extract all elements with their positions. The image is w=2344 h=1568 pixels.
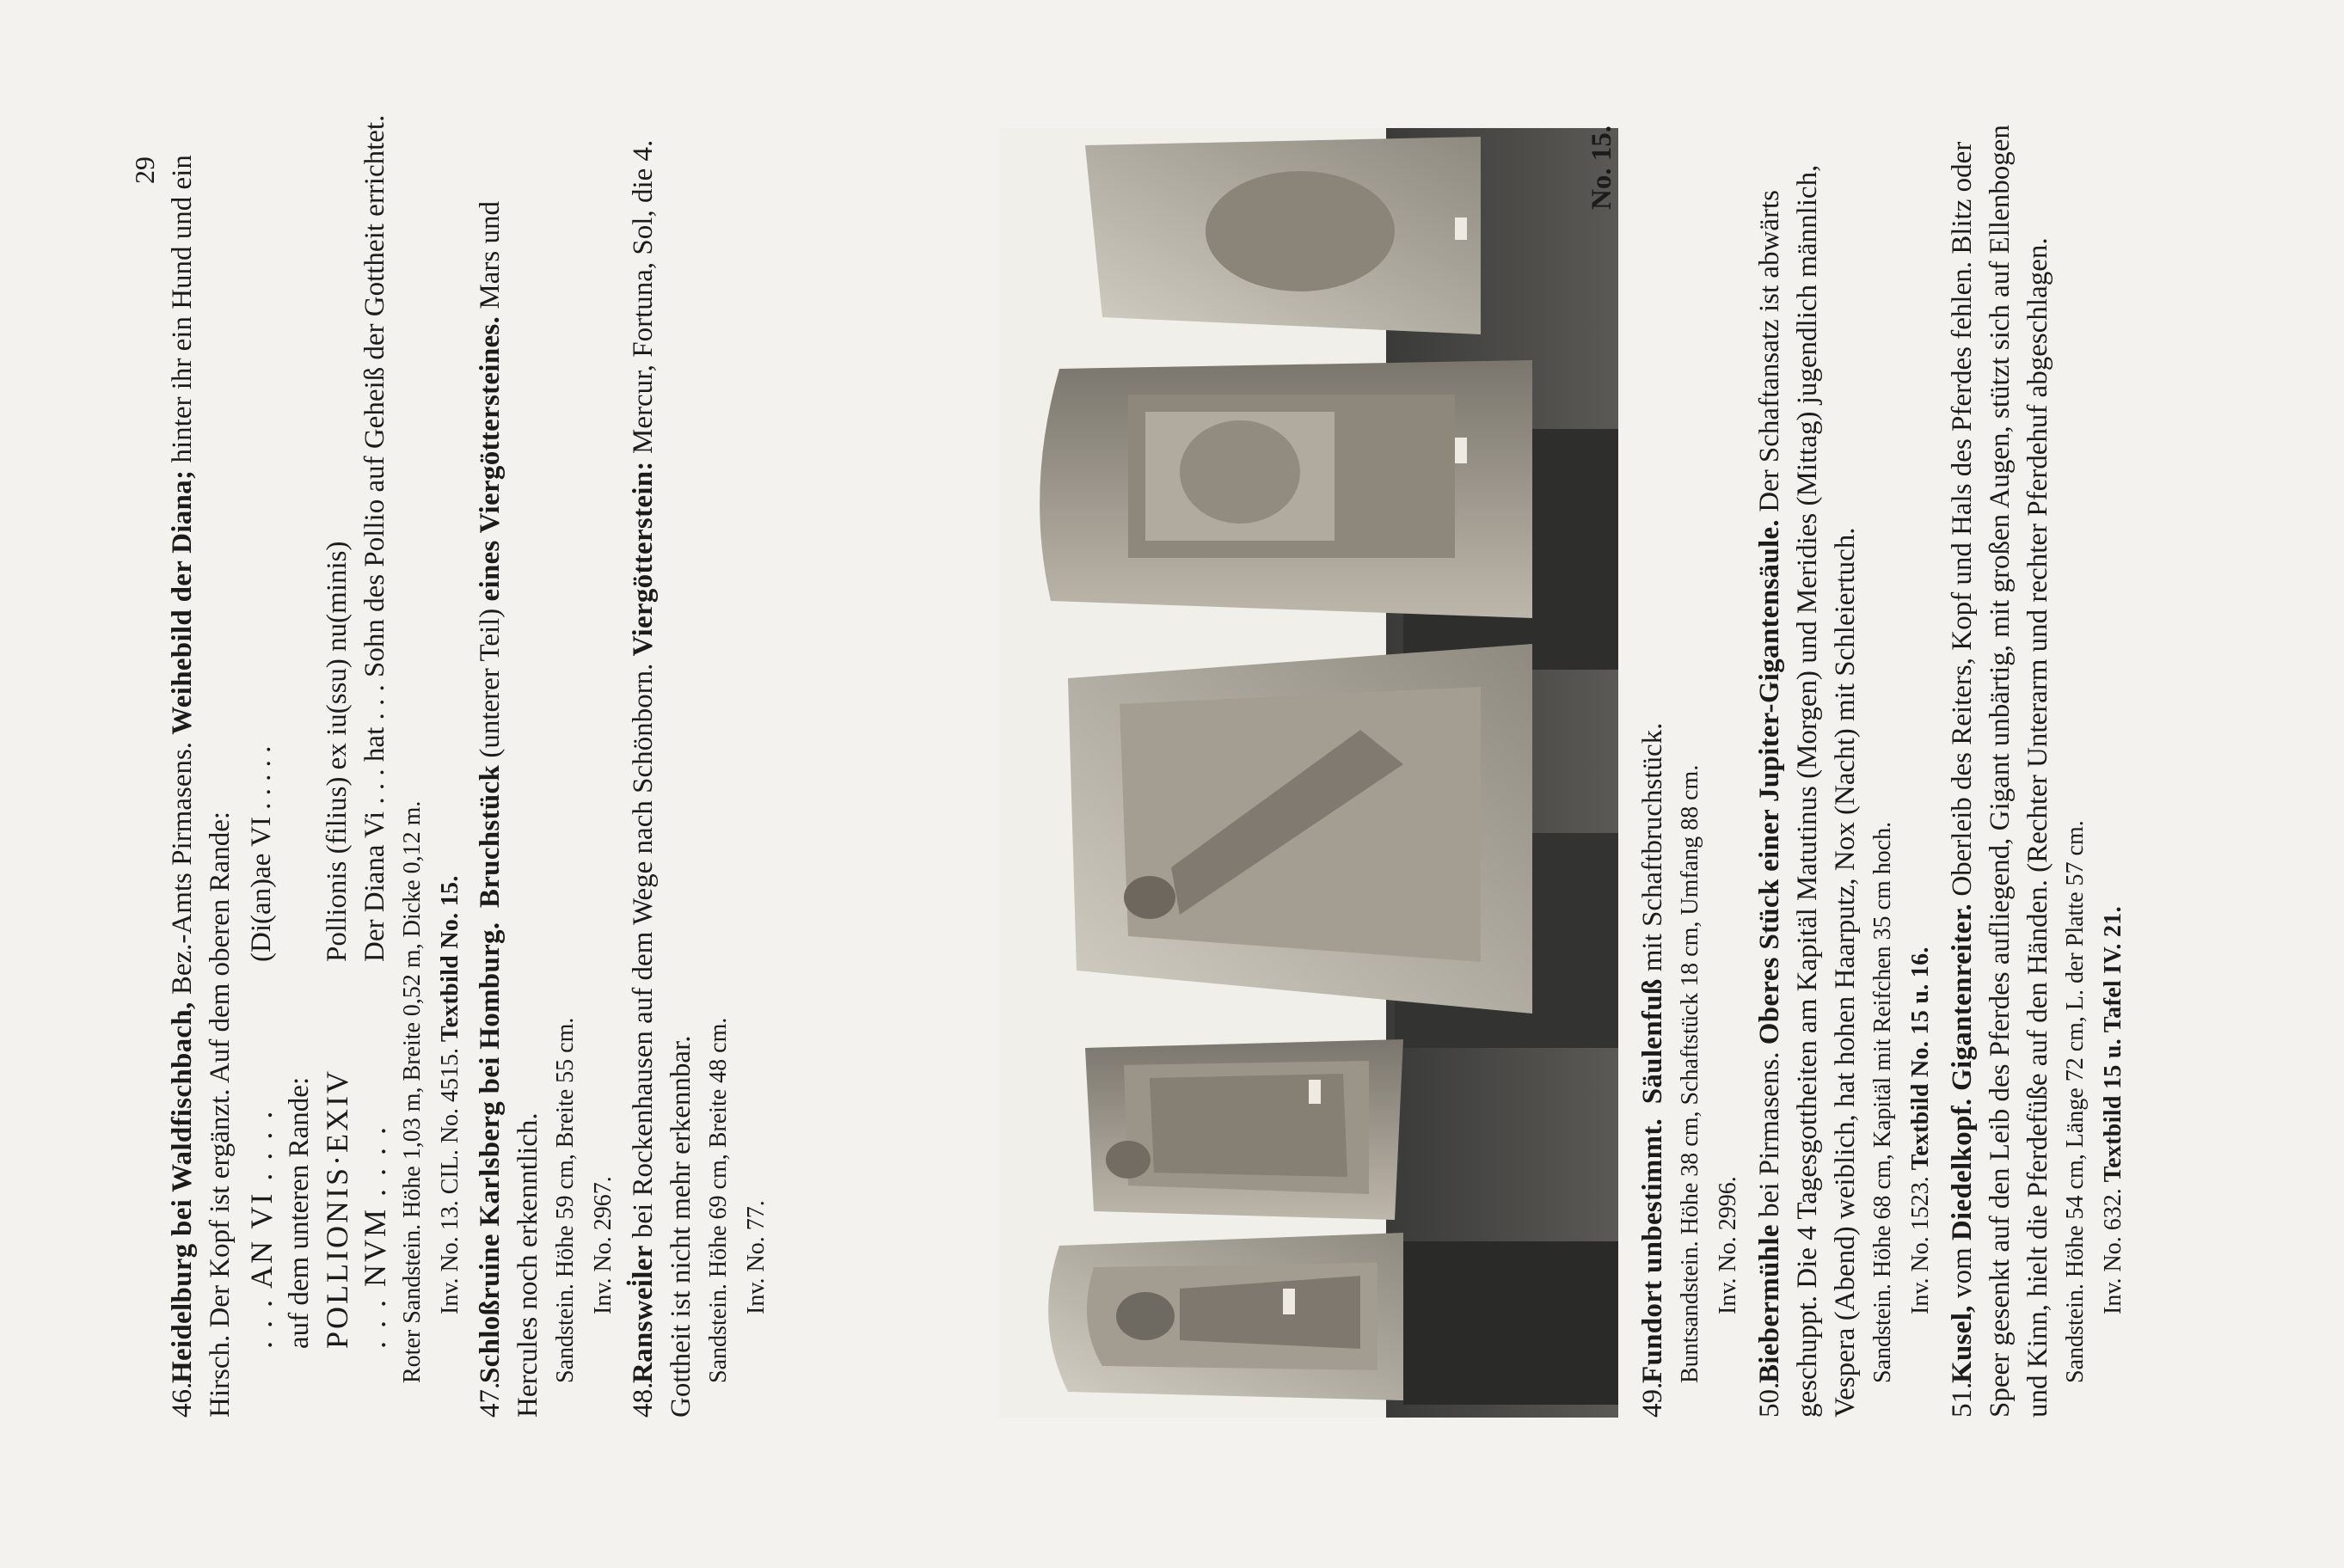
figure-photograph [999,125,1618,1418]
entry-50-material: Sandstein. Höhe 68 cm, Kapitäl mit Reifchen 35 cm hoch. [1869,821,1896,1383]
lower-text-block [1634,111,2132,1418]
entry-48-material: Sandstein. Höhe 69 cm, Breite 48 cm. [705,1017,732,1383]
entry-50: 50.Biebermühle bei Pirmasens. Oberes Stück einer Jupiter-Gigantensäule. Der Schaftansatz ist abwärts geschuppt. Die 4 Tagesgottheiten am Kapitäl Matutinus (Morgen) und Meridies (Mittag) jugendlich männlich, Vespera (Abend) weiblich, hat hohen Haarputz, Nox (Nacht) mit Schleiertuch. [1754,164,1861,1418]
inscription-pollionis-translation: Pollionis (filius) ex iu(ssu) nu(minis) [322,541,353,962]
entry-49-material: Buntsandstein. Höhe 38 cm, Schaftstück 18 cm, Umfang 88 cm. [1677,764,1703,1383]
entry-51: 51.Kusel, vom Diedelkopf. Gigantenreiter. Oberleib des Reiters, Kopf und Hals des Pferdes fehlen. Blitz oder Speer gesenkt auf den Leib des Pferdes aufliegend, Gigant unbärtig, mit großen Augen, stützt sich auf Ellenbogen und Kinn, hielt die Pferdefüße auf den Händen. (Rechter Unterarm und rechter Pferdehuf abgeschlagen. [1947,125,2053,1418]
inscription-pollionis: POLLIONIS·EXIV [320,1069,354,1349]
entry-49: 49.Fundort unbestimmt. Säulenfuß mit Schaftbruchstück. [1637,722,1668,1418]
entry-48: 48.Ranswei̇ler bei Rockenhausen auf dem Wege nach Schönborn. Viergötterstein: Mercur, Fortuna, Sol, die 4. Gottheit ist nicht mehr erkennbar. [628,139,696,1418]
lower-rim-label: auf dem unteren Rande: [284,1076,315,1349]
figure-caption: No. 15. [1586,125,1617,210]
monuments-photo [999,125,1618,1418]
entry-46-inventory: Inv. No. 13. CIL. No. 4515. Textbild No. 15. [437,875,463,1314]
inscription-top: . . . AN VI . . . . [244,1108,279,1349]
entry-47-material: Sandstein. Höhe 59 cm, Breite 55 cm. [552,1017,579,1383]
inscription-num: . . . NVM . . . . [358,1124,392,1349]
entry-46-material: Roter Sandstein. Höhe 1,03 m, Breite 0,52 m, Dicke 0,12 m. [399,800,426,1383]
entry-46: 46.Heidelburg bei Waldfischbach, Bez.-Amts Pirmasens. Weihebild der Diana; hinter ihr ein Hund und ein Hirsch. Der Kopf ist ergänzt. Auf dem oberen Rande: [167,155,236,1418]
entry-48-inventory: Inv. No. 77. [743,1200,770,1314]
inscription-top-translation: (Di(an)ae VI . . . . . [246,745,277,962]
inscription-num-translation: Der Diana Vi . . . hat . . . Sohn des Pollio auf Geheiß der Gottheit errichtet. [359,114,390,962]
upper-text-block [163,111,776,1418]
entry-51-material: Sandstein. Höhe 54 cm, Länge 72 cm, L. der Platte 57 cm. [2062,820,2089,1383]
entry-49-inventory: Inv. No. 2996. [1715,1176,1741,1314]
page-number: 29 [129,156,160,184]
entry-50-inventory: Inv. No. 1523. Textbild No. 15 u. 16. [1907,946,1934,1314]
entry-51-inventory: Inv. No. 632. Textbild 15 u. Tafel IV. 21. [2100,906,2126,1314]
inscription-block [242,111,394,1418]
entry-47: 47.Schloßruine Karlsberg bei Homburg. Bruchstück (unterer Teil) eines Viergöttersteines. Mars und Hercules noch erkenntlich. [475,201,543,1418]
entry-47-inventory: Inv. No. 2967. [590,1176,617,1314]
